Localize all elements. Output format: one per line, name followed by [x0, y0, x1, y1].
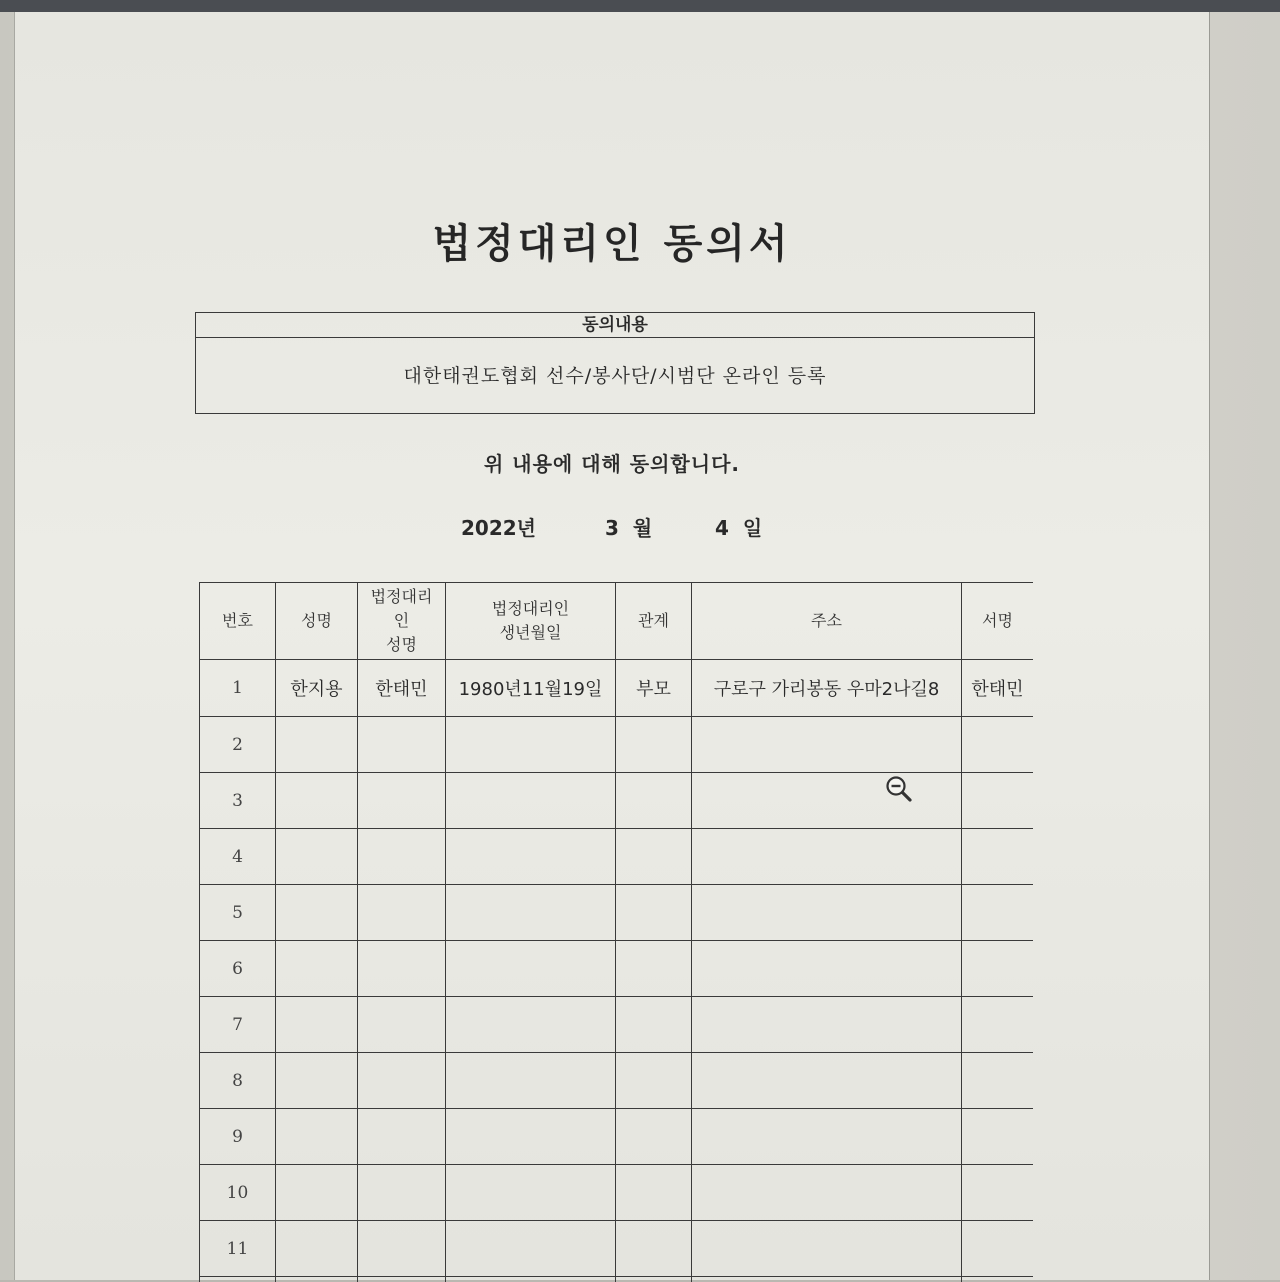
- cell-birth: [446, 1165, 616, 1221]
- cell-signature: 한태민: [962, 660, 1034, 717]
- cell-birth: [446, 885, 616, 941]
- cell-guardian: [358, 1109, 446, 1165]
- cell-address: [692, 885, 962, 941]
- cell-guardian: [358, 773, 446, 829]
- cell-address: [692, 773, 962, 829]
- table-row: [200, 1053, 1034, 1109]
- cell-name: [276, 1221, 358, 1277]
- cell-signature: [962, 941, 1034, 997]
- date-day: [715, 512, 762, 541]
- cell-relation: [616, 997, 692, 1053]
- consent-content-body: 대한태권도협회 선수/봉사단/시범단 온라인 등록: [196, 338, 1034, 414]
- header-address: 주소: [692, 583, 962, 660]
- cell-name: 한지용: [276, 660, 358, 717]
- date-day-unit: 일: [743, 516, 762, 540]
- header-guardian-birth: [446, 583, 616, 660]
- header-guardian-name-line3: 성명: [358, 633, 445, 657]
- cell-signature: [962, 717, 1034, 773]
- cell-relation: [616, 773, 692, 829]
- cell-guardian: [358, 717, 446, 773]
- consent-content-header: 동의내용: [196, 313, 1034, 338]
- cell-relation: [616, 1165, 692, 1221]
- cell-name: [276, 1165, 358, 1221]
- cell-name: [276, 773, 358, 829]
- cell-no: 6: [200, 941, 276, 997]
- cell-relation: [616, 885, 692, 941]
- cell-relation: [616, 941, 692, 997]
- cell-signature: [962, 885, 1034, 941]
- cell-no: 5: [200, 885, 276, 941]
- cell-signature: [962, 1277, 1034, 1282]
- cell-birth: [446, 1277, 616, 1282]
- cell-relation: 부모: [616, 660, 692, 717]
- window-top-bar: [0, 0, 1280, 12]
- cell-no: 3: [200, 773, 276, 829]
- cell-relation: [616, 829, 692, 885]
- date-year: 2022년: [461, 512, 536, 541]
- header-number: 번호: [200, 583, 276, 660]
- cell-no: 9: [200, 1109, 276, 1165]
- cell-no: 1: [200, 660, 276, 717]
- cell-name: [276, 829, 358, 885]
- cell-signature: [962, 1165, 1034, 1221]
- cell-birth: [446, 997, 616, 1053]
- cell-address: [692, 1277, 962, 1282]
- cell-no: 2: [200, 717, 276, 773]
- cell-guardian: [358, 941, 446, 997]
- table-row: [200, 1109, 1034, 1165]
- cell-guardian: [358, 885, 446, 941]
- guardian-table-wrapper: [199, 582, 1033, 1282]
- cell-no: 11: [200, 1221, 276, 1277]
- cell-guardian: [358, 997, 446, 1053]
- table-header-row: [200, 583, 1034, 660]
- cell-name: [276, 1053, 358, 1109]
- table-row: [200, 885, 1034, 941]
- date-month-number: 3: [605, 516, 619, 540]
- agreement-statement: 위 내용에 대해 동의합니다.: [15, 448, 1209, 477]
- cell-signature: [962, 773, 1034, 829]
- cell-address: [692, 1165, 962, 1221]
- cell-address: [692, 829, 962, 885]
- header-guardian-name: [358, 583, 446, 660]
- cell-address: [692, 717, 962, 773]
- table-row: [200, 1165, 1034, 1221]
- cell-no: 7: [200, 997, 276, 1053]
- header-guardian-birth-line1: 법정대리인: [446, 597, 615, 621]
- cell-birth: [446, 1053, 616, 1109]
- cell-birth: [446, 717, 616, 773]
- date-month: [605, 512, 652, 541]
- cell-no: [200, 1277, 276, 1282]
- cell-relation: [616, 717, 692, 773]
- cell-no: 10: [200, 1165, 276, 1221]
- cell-birth: [446, 1221, 616, 1277]
- cell-name: [276, 885, 358, 941]
- table-row: [200, 1221, 1034, 1277]
- cell-birth: [446, 773, 616, 829]
- cell-signature: [962, 829, 1034, 885]
- cell-address: 구로구 가리봉동 우마2나길8: [692, 660, 962, 717]
- consent-content-box: [195, 312, 1035, 414]
- cell-signature: [962, 1109, 1034, 1165]
- cell-signature: [962, 1053, 1034, 1109]
- page-title: 법정대리인 동의서: [15, 212, 1209, 269]
- cell-no: 8: [200, 1053, 276, 1109]
- cell-relation: [616, 1053, 692, 1109]
- date-day-number: 4: [715, 516, 729, 540]
- cell-birth: [446, 1109, 616, 1165]
- cell-birth: 1980년11월19일: [446, 660, 616, 717]
- table-row: [200, 997, 1034, 1053]
- cell-relation: [616, 1277, 692, 1282]
- table-row: [200, 829, 1034, 885]
- table-row: [200, 941, 1034, 997]
- cell-birth: [446, 941, 616, 997]
- cell-address: [692, 997, 962, 1053]
- cell-address: [692, 1053, 962, 1109]
- header-signature: 서명: [962, 583, 1034, 660]
- cell-signature: [962, 997, 1034, 1053]
- header-guardian-name-line1: 법정대리: [358, 585, 445, 609]
- cell-relation: [616, 1109, 692, 1165]
- cell-signature: [962, 1221, 1034, 1277]
- cell-name: [276, 717, 358, 773]
- cell-guardian: [358, 1277, 446, 1282]
- cell-guardian: [358, 1221, 446, 1277]
- cell-relation: [616, 1221, 692, 1277]
- header-name: 성명: [276, 583, 358, 660]
- table-row: [200, 660, 1034, 717]
- cell-birth: [446, 829, 616, 885]
- zoom-out-icon[interactable]: [884, 774, 914, 804]
- cell-guardian: [358, 1165, 446, 1221]
- date-month-unit: 월: [633, 516, 652, 540]
- header-relation: 관계: [616, 583, 692, 660]
- table-row: [200, 717, 1034, 773]
- cell-name: [276, 997, 358, 1053]
- header-guardian-name-line2: 인: [358, 609, 445, 633]
- cell-address: [692, 941, 962, 997]
- cell-address: [692, 1221, 962, 1277]
- table-row: [200, 1277, 1034, 1282]
- cell-guardian: [358, 1053, 446, 1109]
- cell-name: [276, 1109, 358, 1165]
- cell-name: [276, 941, 358, 997]
- table-body: [200, 660, 1034, 1282]
- header-guardian-birth-line2: 생년월일: [446, 621, 615, 645]
- cell-guardian: [358, 829, 446, 885]
- document-page: [14, 12, 1210, 1280]
- cell-address: [692, 1109, 962, 1165]
- guardian-table: [199, 582, 1033, 1282]
- cell-name: [276, 1277, 358, 1282]
- cell-guardian: 한태민: [358, 660, 446, 717]
- cell-no: 4: [200, 829, 276, 885]
